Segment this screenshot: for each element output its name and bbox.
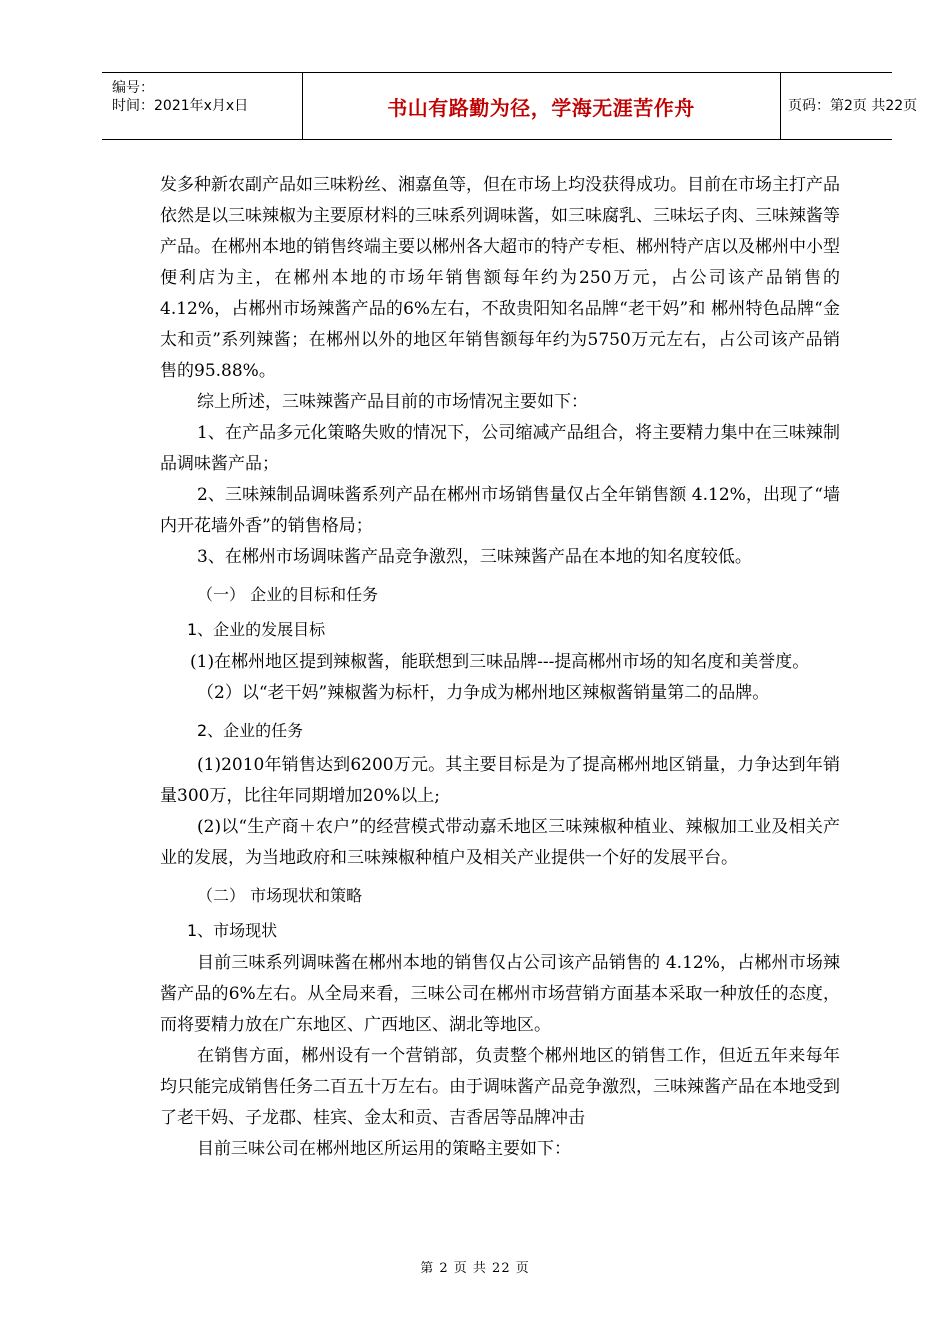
header-motto-cell — [302, 73, 781, 139]
document-number-label: 编号： — [112, 80, 154, 96]
section-heading: （一） 企业的目标和任务 — [197, 585, 379, 604]
header-motto: 书山有路勤为径，学海无涯苦作舟 — [387, 95, 695, 120]
list-item: (2)以“生产商＋农户”的经营模式带动嘉禾地区三味辣椒种植业、辣椒加工业及相关产业的发展，为当地政府和三味辣椒种植户及相关产业提供一个好的发展平台。 — [160, 817, 840, 868]
list-item: 3、在郴州市场调味酱产品竞争激烈，三味辣酱产品在本地的知名度较低。 — [197, 547, 752, 567]
paragraph: 在销售方面，郴州设有一个营销部，负责整个郴州地区的销售工作，但近五年来每年均只能完成销售任务二百五十万左右。由于调味酱产品竞争激烈，三味辣酱产品在本地受到了老干妈、子龙郡、桂宾、金太和贡、吉香居等品牌冲击 — [160, 1046, 840, 1128]
list-item: （2）以“老干妈”辣椒酱为标杆，力争成为郴州地区辣椒酱销量第二的品牌。 — [197, 683, 770, 703]
section-heading: （二） 市场现状和策略 — [197, 886, 363, 905]
list-item: (1)2010年销售达到6200万元。其主要目标是为了提高郴州地区销量，力争达到年销量300万，比往年同期增加20%以上; — [160, 755, 840, 806]
list-item: (1)在郴州地区提到辣椒酱，能联想到三味品牌---提高郴州市场的知名度和美誉度。 — [190, 652, 810, 672]
header-page-cell — [780, 73, 918, 139]
document-date: 时间：2021年x月x日 — [112, 98, 249, 114]
header-meta — [102, 73, 303, 139]
document-body — [160, 170, 840, 1165]
subsection-heading: 1、企业的发展目标 — [187, 620, 326, 639]
list-item: 1、在产品多元化策略失败的情况下，公司缩减产品组合，将主要精力集中在三味辣制品调味酱产品； — [160, 423, 840, 474]
paragraph: 目前三味系列调味酱在郴州本地的销售仅占公司该产品销售的 4.12%，占郴州市场辣酱产品的6%左右。从全局来看，三味公司在郴州市场营销方面基本采取一种放任的态度，而将要精力放在广东地区、广西地区、湖北等地区。 — [160, 953, 840, 1035]
page-header — [102, 72, 918, 140]
paragraph: 目前三味公司在郴州地区所运用的策略主要如下： — [197, 1139, 571, 1159]
subsection-heading: 1、市场现状 — [187, 921, 278, 940]
paragraph: 综上所述，三味辣酱产品目前的市场情况主要如下： — [197, 392, 588, 412]
page-footer: 第 2 页 共 22 页 — [420, 1261, 530, 1276]
list-item: 2、三味辣制品调味酱系列产品在郴州市场销售量仅占全年销售额 4.12%，出现了“墙内开花墙外香”的销售格局； — [160, 485, 840, 536]
paragraph: 发多种新农副产品如三味粉丝、湘嘉鱼等，但在市场上均没获得成功。目前在市场主打产品依然是以三味辣椒为主要原材料的三味系列调味酱，如三味腐乳、三味坛子肉、三味辣酱等产品。在郴州本地的销售终端主要以郴州各大超市的特产专柜、郴州特产店以及郴州中小型便利店为主，在郴州本地的市场年销售额每年约为250万元，占公司该产品销售的4.12%，占郴州市场辣酱产品的6%左右，不敌贵阳知名品牌“老干妈”和 郴州特色品牌“金太和贡”系列辣酱；在郴州以外的地区年销售额每年约为5750万元左右，占公司该产品销售的95.88%。 — [160, 175, 840, 381]
subsection-heading: 2、企业的任务 — [197, 721, 304, 740]
header-page-info: 页码：第2页 共22页 — [788, 98, 918, 114]
